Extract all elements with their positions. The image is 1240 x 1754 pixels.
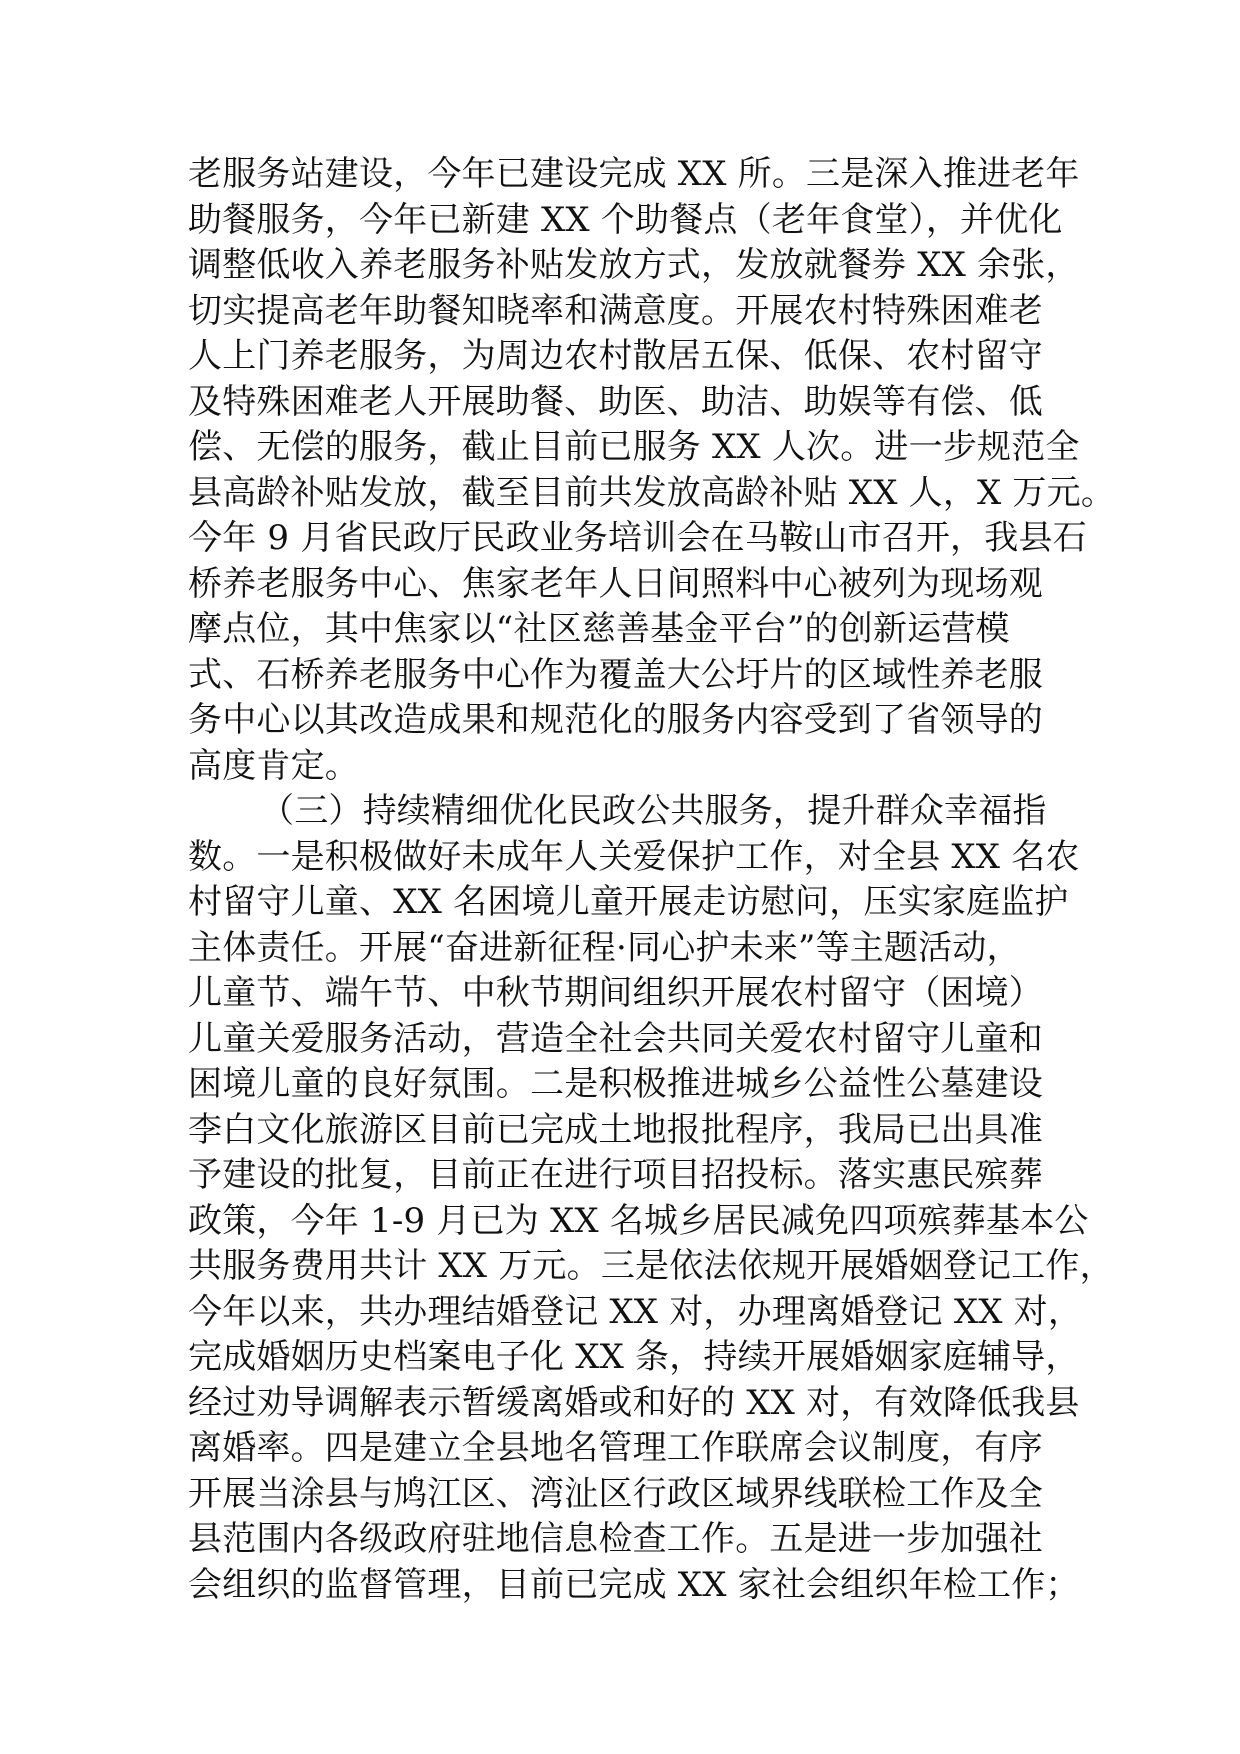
- text-line: 今年以来，共办理结婚登记 XX 对，办理离婚登记 XX 对，: [188, 1291, 1083, 1332]
- text-line: 人上门养老服务，为周边农村散居五保、低保、农村留守: [188, 336, 1043, 376]
- text-line: 共服务费用共计 XX 万元。三是依法依规开展婚姻登记工作，: [188, 1246, 1114, 1286]
- text-line: 老服务站建设，今年已建设完成 XX 所。三是深入推进老年: [188, 154, 1080, 194]
- text-line: 摩点位，其中焦家以“社区慈善基金平台”的创新运营模: [188, 609, 1010, 649]
- text-line: 助餐服务，今年已新建 XX 个助餐点（老年食堂），并优化: [188, 199, 1063, 240]
- text-line: 会组织的监督管理，目前已完成 XX 家社会组织年检工作；: [188, 1564, 1080, 1605]
- text-line: 桥养老服务中心、焦家老年人日间照料中心被列为现场观: [188, 563, 1043, 604]
- text-line: 高度肯定。: [188, 745, 359, 786]
- text-line: 完成婚姻历史档案电子化 XX 条，持续开展婚姻家庭辅导，: [188, 1337, 1080, 1377]
- text-line: 儿童节、端午节、中秋节期间组织开展农村留守（困境）: [188, 973, 1043, 1013]
- text-line: 今年 9 月省民政厅民政业务培训会在马鞍山市召开，我县石: [188, 518, 1087, 558]
- section-heading-line: （三）持续精细优化民政公共服务，提升群众幸福指: [260, 791, 1047, 831]
- text-line: 村留守儿童、XX 名困境儿童开展走访慰问，压实家庭监护: [188, 882, 1069, 922]
- text-line: 及特殊困难老人开展助餐、助医、助洁、助娱等有偿、低: [188, 381, 1043, 422]
- text-line: 予建设的批复，目前正在进行项目招投标。落实惠民殡葬: [188, 1155, 1043, 1195]
- text-line: 切实提高老年助餐知晓率和满意度。开展农村特殊困难老: [188, 290, 1043, 331]
- text-line: 式、石桥养老服务中心作为覆盖大公圩片的区域性养老服: [188, 654, 1043, 695]
- text-line: 离婚率。四是建立全县地名管理工作联席会议制度，有序: [188, 1428, 1043, 1468]
- text-line: 县范围内各级政府驻地信息检查工作。五是进一步加强社: [188, 1519, 1043, 1559]
- text-line: 偿、无偿的服务，截止目前已服务 XX 人次。进一步规范全: [188, 427, 1080, 467]
- text-line: 困境儿童的良好氛围。二是积极推进城乡公益性公墓建设: [188, 1064, 1043, 1104]
- text-line: 政策，今年 1-9 月已为 XX 名城乡居民减免四项殡葬基本公: [188, 1200, 1089, 1241]
- body-text: [188, 152, 1116, 1608]
- text-line: 经过劝导调解表示暂缓离婚或和好的 XX 对，有效降低我县: [188, 1382, 1080, 1423]
- text-line: 儿童关爱服务活动，营造全社会共同关爱农村留守儿童和: [188, 1018, 1043, 1059]
- text-line: 县高龄补贴发放，截至目前共发放高龄补贴 XX 人，X 万元。: [188, 472, 1116, 513]
- text-line: 开展当涂县与鸠江区、湾沚区行政区域界线联检工作及全: [188, 1473, 1043, 1514]
- text-line: 调整低收入养老服务补贴发放方式，发放就餐券 XX 余张，: [188, 245, 1080, 285]
- text-line: 主体责任。开展“奋进新征程·同心护未来”等主题活动，: [188, 927, 1021, 968]
- text-line: 数。一是积极做好未成年人关爱保护工作，对全县 XX 名农: [188, 836, 1080, 877]
- text-line: 李白文化旅游区目前已完成土地报批程序，我局已出具准: [188, 1109, 1043, 1150]
- text-line: 务中心以其改造成果和规范化的服务内容受到了省领导的: [188, 700, 1043, 740]
